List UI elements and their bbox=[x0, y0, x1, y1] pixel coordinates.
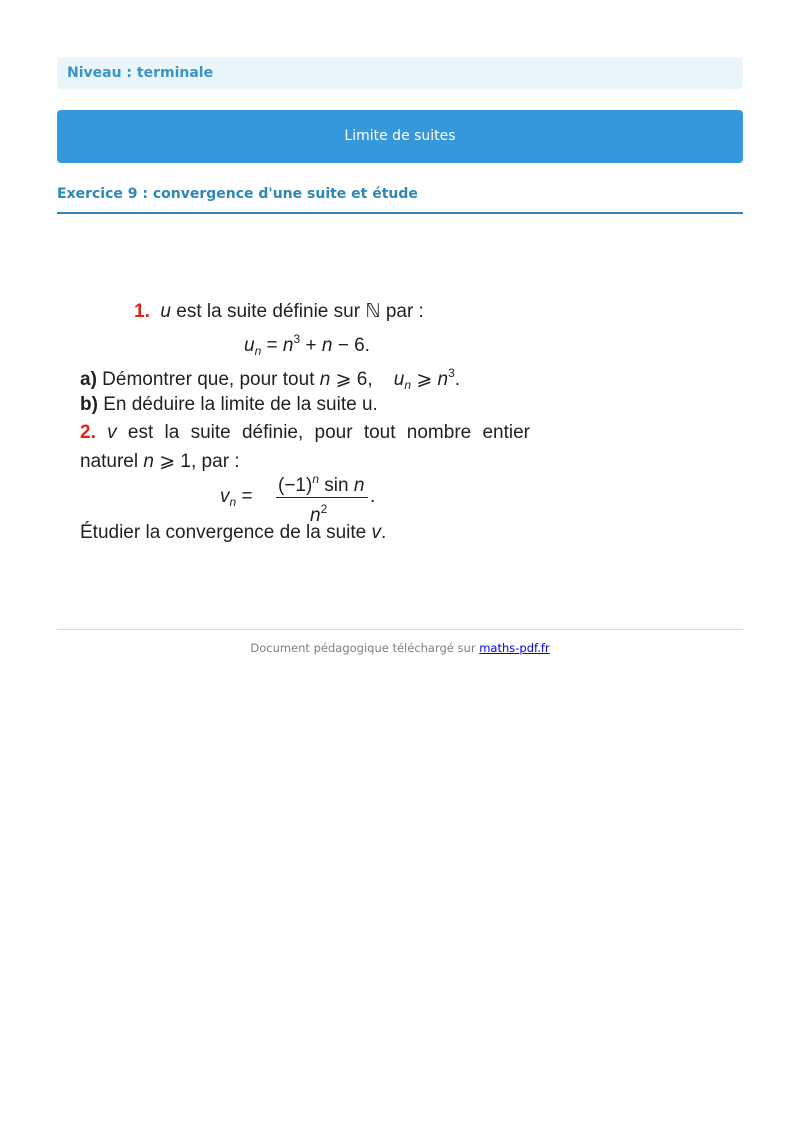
exercise-title: Exercice 9 : convergence d'une suite et étude bbox=[57, 186, 743, 214]
question-2-task: Étudier la convergence de la suite v. bbox=[80, 522, 387, 543]
question-2-intro-line2: naturel n ⩾ 1, par : bbox=[80, 451, 240, 472]
question-1-formula: $u_n = n^3 + n - 6$. bbox=[244, 332, 370, 358]
footer bbox=[57, 641, 743, 655]
footer-link[interactable]: maths-pdf.fr bbox=[479, 641, 550, 655]
footer-divider bbox=[57, 629, 743, 630]
question-1-number: 1. bbox=[134, 301, 150, 322]
question-2-intro-line1: 2. v est la suite définie, pour tout nombre entier bbox=[80, 422, 531, 443]
level-label: Niveau : terminale bbox=[57, 57, 743, 89]
footer-text: Document pédagogique téléchargé sur bbox=[250, 641, 480, 655]
question-a: a) Démontrer que, pour tout n ⩾ 6, $u_n$ ⩾ $n^3$. bbox=[80, 366, 461, 392]
question-a-label: a) bbox=[80, 369, 97, 390]
chapter-banner: Limite de suites bbox=[57, 110, 743, 163]
question-2-number: 2. bbox=[80, 422, 96, 443]
question-1-intro: 1. u est la suite définie sur ℕ par : bbox=[134, 301, 424, 322]
question-b: b) En déduire la limite de la suite u. bbox=[80, 394, 378, 415]
question-b-label: b) bbox=[80, 394, 98, 415]
